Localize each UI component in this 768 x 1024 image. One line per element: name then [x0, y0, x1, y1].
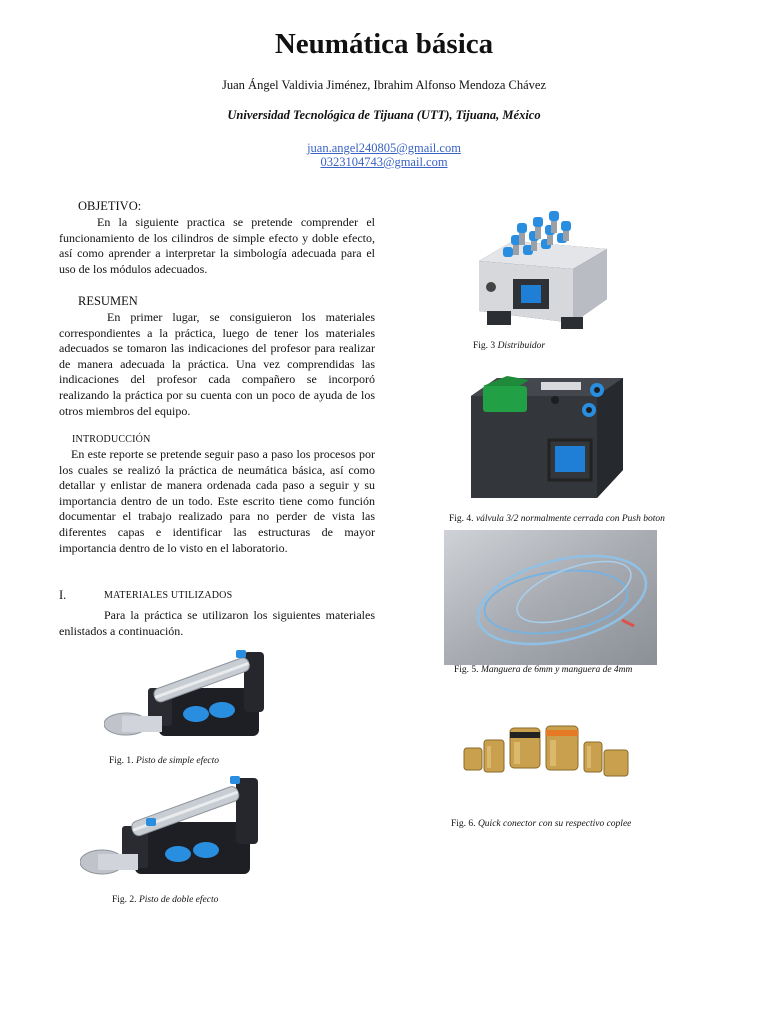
fig3-caption: Fig. 3 Distribuidor — [473, 341, 546, 351]
resumen-heading: RESUMEN — [78, 294, 138, 308]
materiales-body: Para la práctica se utilizaron los siguientes materiales enlistados a continuación. — [59, 608, 375, 638]
resumen-body: En primer lugar, se consiguieron los materiales correspondientes a la práctica, luego de tener los materiales adecuados se tomaron las indicaciones del profesor para realizar de manera adecuada la práctica. Una vez comprendidas las indicaciones del profesor cada compañero se incorporó realizando la práctica por su cuenta con un poco de ayuda de los otros miembros del equipo. — [59, 310, 375, 418]
fig5-caption: Fig. 5. Manguera de 6mm y manguera de 4mm — [454, 665, 633, 675]
introduccion-body: En este reporte se pretende seguir paso a paso los procesos por los cuales se realizó la práctica de neumática básica, así como detallar y enlistar de manera ordenada cada paso a seguir y su importancia dentro de un todo. Este escrito tiene como función documentar el trabajo realizado para no perder de vista las diferentes capas e identificar las estructuras de mayor importancia dentro de lo visto en el laboratorio. — [59, 447, 375, 555]
introduccion-heading: INTRODUCCIÓN — [72, 434, 151, 445]
affiliation: Universidad Tecnológica de Tijuana (UTT), Tijuana, México — [227, 108, 541, 122]
fig5-image — [444, 530, 657, 665]
fig1-caption: Fig. 1. Pisto de simple efecto — [109, 756, 220, 766]
fig1-image — [104, 648, 266, 748]
fig4-caption: Fig. 4. válvula 3/2 normalmente cerrada con Push boton — [449, 514, 665, 524]
objetivo-heading: OBJETIVO: — [78, 199, 142, 213]
objetivo-body: En la siguiente practica se pretende comprender el funcionamiento de los cilindros de simple efecto y doble efecto, así como aprender a interpretar la simbología adecuada para el uso de los módulos adecuados. — [59, 215, 375, 276]
section-number: I. — [59, 588, 67, 602]
fig2-caption: Fig. 2. Pisto de doble efecto — [112, 895, 219, 905]
paper-title: Neumática básica — [274, 28, 494, 60]
fig4-image — [467, 366, 627, 504]
email-link-2[interactable]: 0323104743@gmail.com — [320, 155, 448, 169]
authors: Juan Ángel Valdivia Jiménez, Ibrahim Alfonso Mendoza Chávez — [222, 78, 546, 92]
fig3-image — [473, 205, 611, 333]
email-link-1[interactable]: juan.angel240805@gmail.com — [307, 141, 461, 155]
materiales-heading: MATERIALES UTILIZADOS — [104, 590, 233, 601]
fig6-caption: Fig. 6. Quick conector con su respectivo coplee — [451, 819, 632, 829]
fig6-image — [462, 718, 634, 786]
fig2-image — [80, 774, 260, 886]
